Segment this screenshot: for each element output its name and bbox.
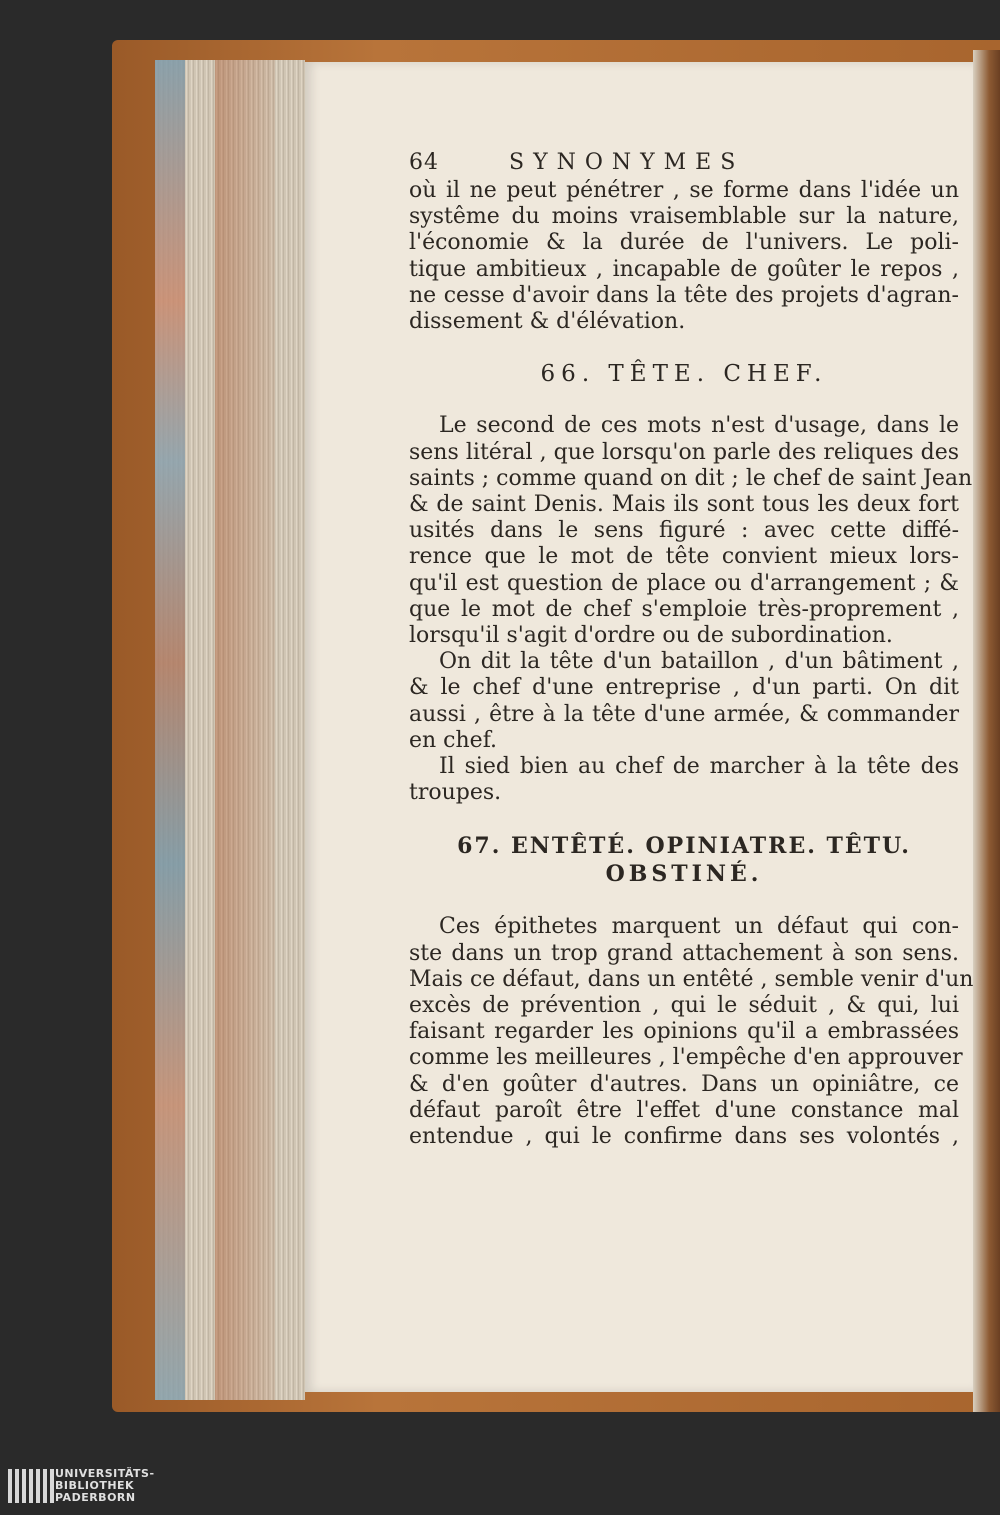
text-line: sens litéral , que lorsqu'on parle des reliques des [409, 439, 959, 465]
text-line: comme les meilleures , l'empêche d'en approuver [409, 1045, 963, 1071]
text-line: lorsqu'il s'agit d'ordre ou de subordination. [409, 623, 893, 649]
section-66-heading: 66. TÊTE. CHEF. [540, 361, 828, 388]
text-line: usités dans le sens figuré : avec cette diffé- [409, 518, 959, 544]
text-line: & le chef d'une entreprise , d'un parti. On dit [409, 675, 959, 701]
text-line: dissement & d'élévation. [409, 309, 686, 335]
text-line: Ces épithetes marquent un défaut qui con- [439, 914, 959, 940]
logo-line: PADERBORN [55, 1491, 136, 1504]
text-line: où il ne peut pénétrer , se forme dans l'idée un [409, 178, 959, 203]
section-67-heading: 67. ENTÊTÉ. OPINIATRE. TÊTU. [457, 833, 911, 860]
text-line: excès de prévention , qui le séduit , & qui, lui [409, 993, 959, 1019]
text-line: faisant regarder les opinions qu'il a embrassées [409, 1019, 959, 1045]
running-title: SYNONYMES [509, 150, 745, 175]
text-line: l'économie & la durée de l'univers. Le poli- [409, 230, 959, 256]
text-line: Mais ce défaut, dans un entêté , semble venir d'un [409, 966, 974, 992]
edge-shade [215, 60, 275, 1400]
page-text [409, 150, 974, 1150]
text-line: tique ambitieux , incapable de goûter le repos , [409, 256, 959, 282]
text-line: saints ; comme quand on dit ; le chef de saint Jean [409, 465, 973, 491]
text-line: défaut paroît être l'effet d'une constance mal [409, 1097, 959, 1123]
text-line: rence que le mot de tête convient mieux lors- [409, 544, 959, 570]
text-line: en chef. [409, 727, 498, 753]
text-line: Il sied bien au chef de marcher à la tête des [439, 754, 959, 780]
running-head [409, 150, 959, 176]
text-line: aussi , être à la tête d'une armée, & commander [409, 701, 959, 727]
text-line: ste dans un trop grand attachement à son sens. [409, 940, 959, 966]
library-logo-icon [8, 1469, 54, 1503]
logo-line: BIBLIOTHEK [55, 1479, 135, 1492]
text-line: que le mot de chef s'emploie très-proprement , [409, 596, 959, 622]
text-line: & de saint Denis. Mais ils sont tous les deux fort [409, 492, 959, 518]
logo-line: UNIVERSITÄTS- [55, 1467, 155, 1480]
text-line: troupes. [409, 780, 502, 806]
text-line: systême du moins vraisemblable sur la nature, [409, 204, 959, 230]
section-67-heading-cont: OBSTINÉ. [605, 861, 763, 888]
text-line: ne cesse d'avoir dans la tête des projets d'agran- [409, 282, 959, 308]
page-number: 64 [409, 150, 439, 175]
binding-edge [973, 50, 1000, 1412]
library-logo-text [55, 1468, 155, 1504]
text-line: & d'en goûter d'autres. Dans un opiniâtre, ce [409, 1071, 959, 1097]
text-line: On dit la tête d'un bataillon , d'un bâtiment , [439, 649, 959, 675]
text-line: qu'il est question de place ou d'arrangement ; & [409, 570, 959, 596]
text-line: Le second de ces mots n'est d'usage, dans le [439, 413, 959, 439]
text-line: entendue , qui le confirme dans ses volontés , [409, 1124, 959, 1150]
marbled-edge [155, 60, 185, 1400]
